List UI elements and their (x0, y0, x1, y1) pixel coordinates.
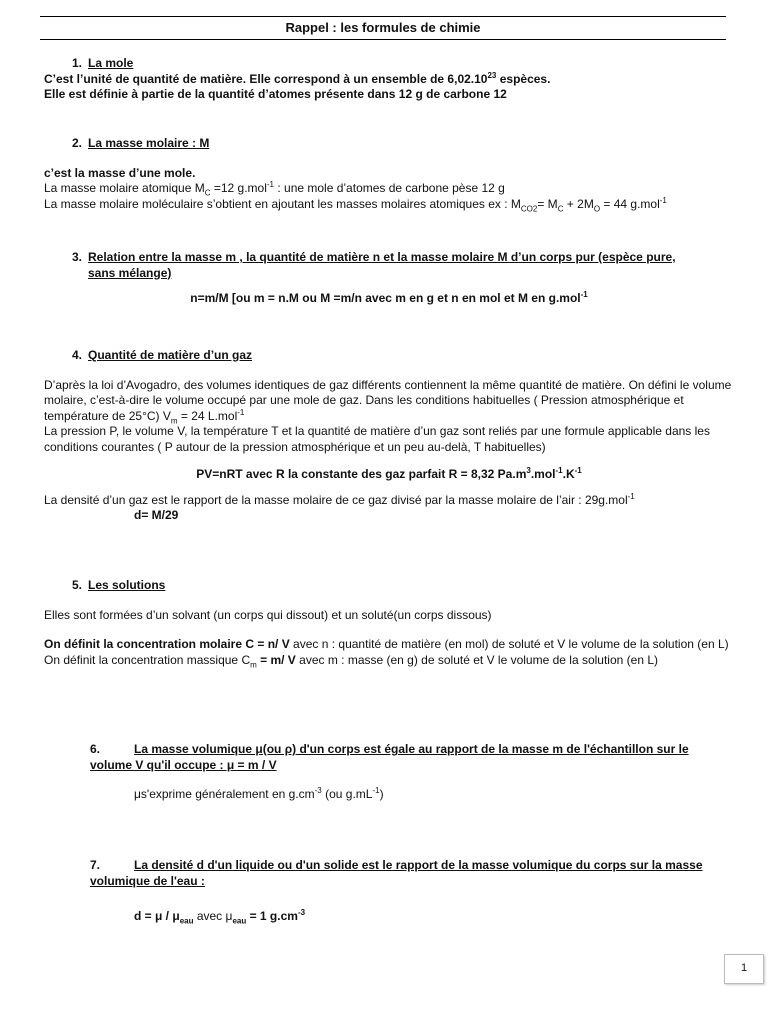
formula: $d = \mu / \mu_{eau}$ avec $\mu_{eau} = 1$ $g.cm^{-3}$ (134, 908, 306, 926)
paragraph: On définit la concentration molaire C = n/ V avec n : quantité de matière (en mol) de soluté et V le volume de la solution (en L) (44, 637, 729, 651)
formula: d= M/29 (134, 508, 179, 522)
section-relation-masse: 3. Relation entre la masse m , la quantité de matière n et la masse molaire M d’un corps pur (espèce pure, sans mélange) n=m/M [ou m = n.M ou M =m/n avec m en g et n en mol et M en g.mol$^{-1}$ (44, 250, 734, 307)
formula: n=m/M [ou m = n.M ou M =m/n avec m en g et n en mol et M en g.mol$^{-1}$ (190, 290, 588, 305)
section-densite: 7. La densité d d'un liquide ou d'un solide est le rapport de la masse volumique du corps sur la masse volumique de l'eau : $d = \mu / \mu_{eau}$ avec $\mu_{eau} = 1$ $g.cm^{-3}$ (44, 858, 734, 925)
formula: PV=nRT avec R la constante des gaz parfait R = 8,32 $Pa.m^3.mol^{-1}.K^{-1}$ (196, 466, 582, 481)
paragraph: Elles sont formées d’un solvant (un corps qui dissout) et un soluté(un corps dissous) (44, 607, 492, 622)
section-heading: 6. La masse volumique μ(ou ρ) d'un corps est égale au rapport de la masse m de l'échantillon sur le (90, 742, 689, 756)
section-solutions (44, 578, 734, 668)
section-heading: 3. Relation entre la masse m , la quantité de matière n et la masse molaire M d’un corps pur (espèce pure, (71, 250, 676, 264)
page-title: Rappel : les formules de chimie (40, 16, 726, 40)
paragraph: La masse molaire moléculaire s’obtient en ajoutant les masses molaires atomiques ex : $M_{CO2}= M_C + 2M_O = 44$ g.mol$^{-1}$ (44, 195, 667, 213)
paragraph: μs'exprime généralement en $g.cm^{-3}$ (ou $g.mL^{-1}$) (134, 786, 384, 801)
section-heading: 1. La mole (71, 56, 134, 70)
paragraph: On définit la concentration massique $C_m = m/$ V avec m : masse (en g) de soluté et V le volume de la solution (en L) (44, 652, 658, 669)
section-gaz (44, 348, 734, 524)
paragraph: D’après la loi d’Avogadro, des volumes identiques de gaz différents contiennent la même quantité de matière. On défini le volume molaire, c’est-à-dire le volume occupé par une mole de gaz. Dans les conditions habituelles ( Pression atmosphérique et température de 25°C) $V_m = 24$ L.mol$^{-1}$ (44, 377, 732, 425)
paragraph: c’est la masse d’une mole. (44, 165, 196, 180)
section-masse-molaire (44, 136, 734, 212)
section-heading: 4. Quantité de matière d’un gaz (71, 348, 253, 362)
paragraph: Elle est définie à partie de la quantité d’atomes présente dans 12 g de carbone 12 (44, 87, 507, 101)
section-la-mole (44, 56, 734, 103)
section-heading: 2. La masse molaire : M (71, 136, 210, 150)
paragraph: La masse molaire atomique $M_C =12$ g.mol$^{-1}$ : une mole d’atomes de carbone pèse 12 g (44, 180, 505, 198)
paragraph: La pression P, le volume V, la température T et la quantité de matière d’un gaz sont reliés par une formule applicable dans les conditions courantes ( P autour de la pression atmosphérique et un peu au-delà, T habituelles) (44, 424, 710, 454)
paragraph: La densité d’un gaz est le rapport de la masse molaire de ce gaz divisé par la masse molaire de l’air : 29g.mol$^{-1}$ (44, 491, 635, 507)
paragraph: C’est l’unité de quantité de matière. Elle correspond à un ensemble de 6,02.10$^{23}$ espèces. (44, 70, 551, 86)
section-masse-volumique: 6. La masse volumique μ(ou ρ) d'un corps est égale au rapport de la masse m de l'échantillon sur le volume V qu'il occupe : μ = m / V μs'exprime généralement en $g.cm^{-3}$ (ou $g.mL^{-1}$) (44, 742, 734, 803)
section-heading: 5. Les solutions (71, 578, 166, 592)
section-heading: 7. La densité d d'un liquide ou d'un solide est le rapport de la masse volumique du corps sur la masse (90, 858, 703, 872)
page-number: 1 (724, 954, 764, 984)
